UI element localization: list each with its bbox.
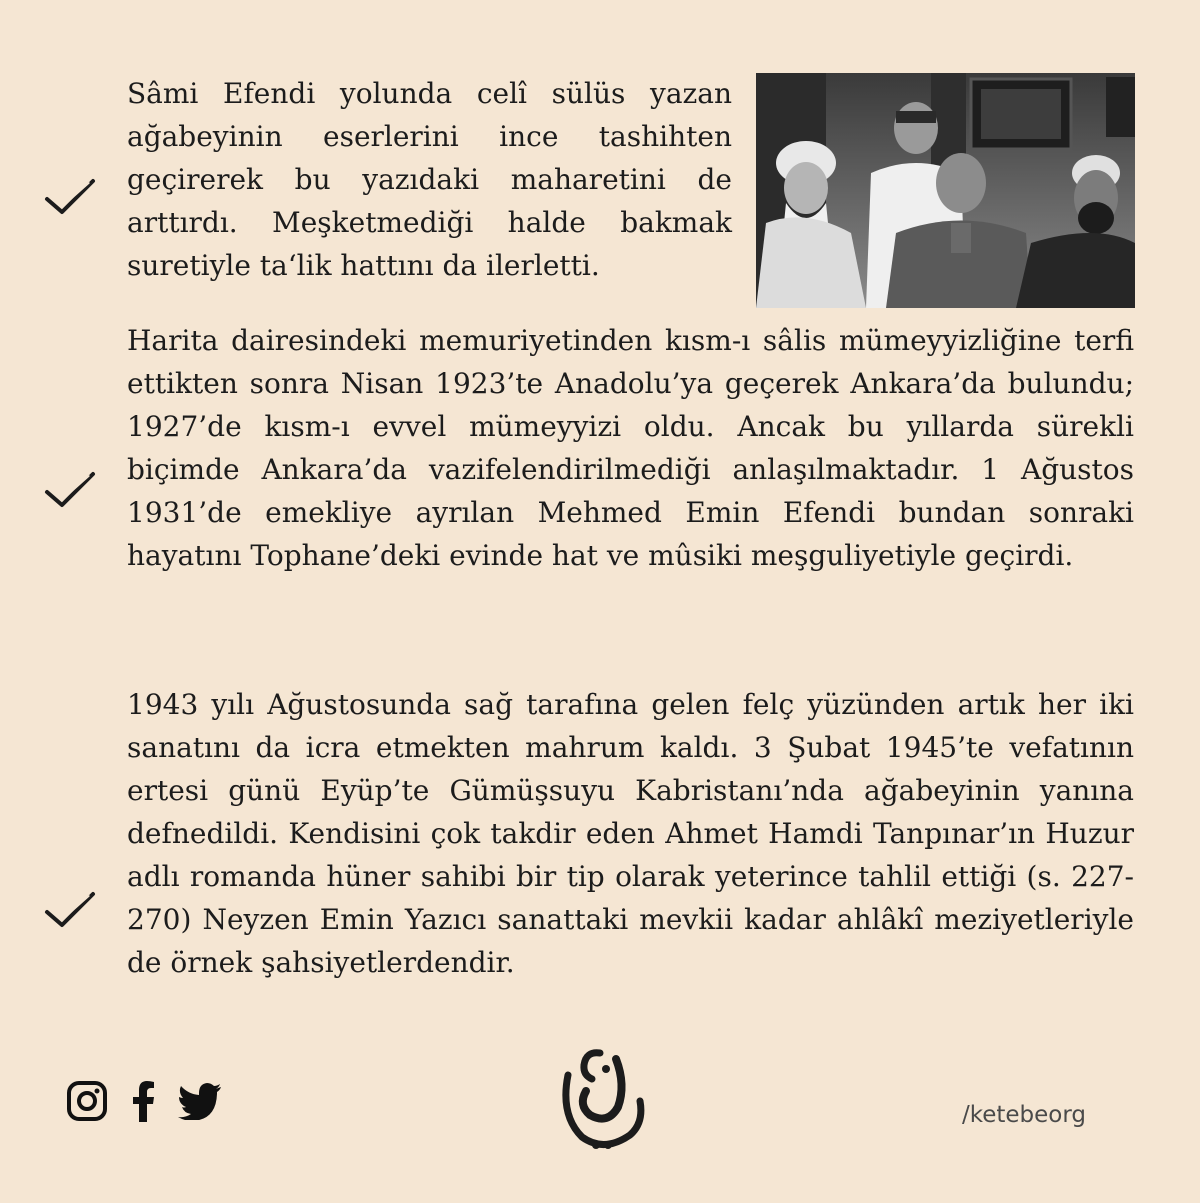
checkmark-icon <box>44 890 96 930</box>
historical-photo <box>756 73 1135 308</box>
paragraph-1: Sâmi Efendi yolunda celî sülüs yazan ağabeyinin eserlerini ince tashihten geçirerek bu yazıdaki maharetini de arttırdı. Meşketmediği halde bakmak suretiyle taʻlik hattını da ilerletti. <box>127 77 732 282</box>
paragraph-3: 1943 yılı Ağustosunda sağ tarafına gelen felç yüzünden artık her iki sanatını da icra etmekten mahrum kaldı. 3 Şubat 1945’te vefatının ertesi günü Eyüp’te Gümüşsuyu Kabristanı’nda ağabeyinin yanına defnedildi. Kendisini çok takdir eden Ahmet Hamdi Tanpınar’ın Huzur adlı romanda hüner sahibi bir tip olarak yeterince tahlil ettiği (s. 227-270) Neyzen Emin Yazıcı sanattaki mevkii kadar ahlâkî meziyetleriyle de örnek şahsiyetlerdendir. <box>127 688 1134 979</box>
checkmark-icon <box>44 177 96 217</box>
ketebe-calligraphy-logo <box>556 1045 648 1153</box>
facebook-icon[interactable] <box>130 1080 156 1122</box>
checkmark-icon <box>44 470 96 510</box>
instagram-icon[interactable] <box>66 1080 108 1122</box>
paragraph-2: Harita dairesindeki memuriyetinden kısm-ı sâlis mümeyyizliğine terfi ettikten sonra Nisan 1923’te Anadolu’ya geçerek Ankara’da bulundu; 1927’de kısm-ı evvel mümeyyizi oldu. Ancak bu yıllarda sürekli biçimde Ankara’da vazifelendirilmediği anlaşılmaktadır. 1 Ağustos 1931’de emekliye ayrılan Mehmed Emin Efendi bundan sonraki hayatını Tophane’deki evinde hat ve mûsiki meşguliyetiyle geçirdi. <box>127 324 1134 572</box>
social-handle[interactable]: /ketebeorg <box>961 1102 1086 1128</box>
twitter-icon[interactable] <box>178 1082 222 1120</box>
social-links <box>66 1080 222 1122</box>
